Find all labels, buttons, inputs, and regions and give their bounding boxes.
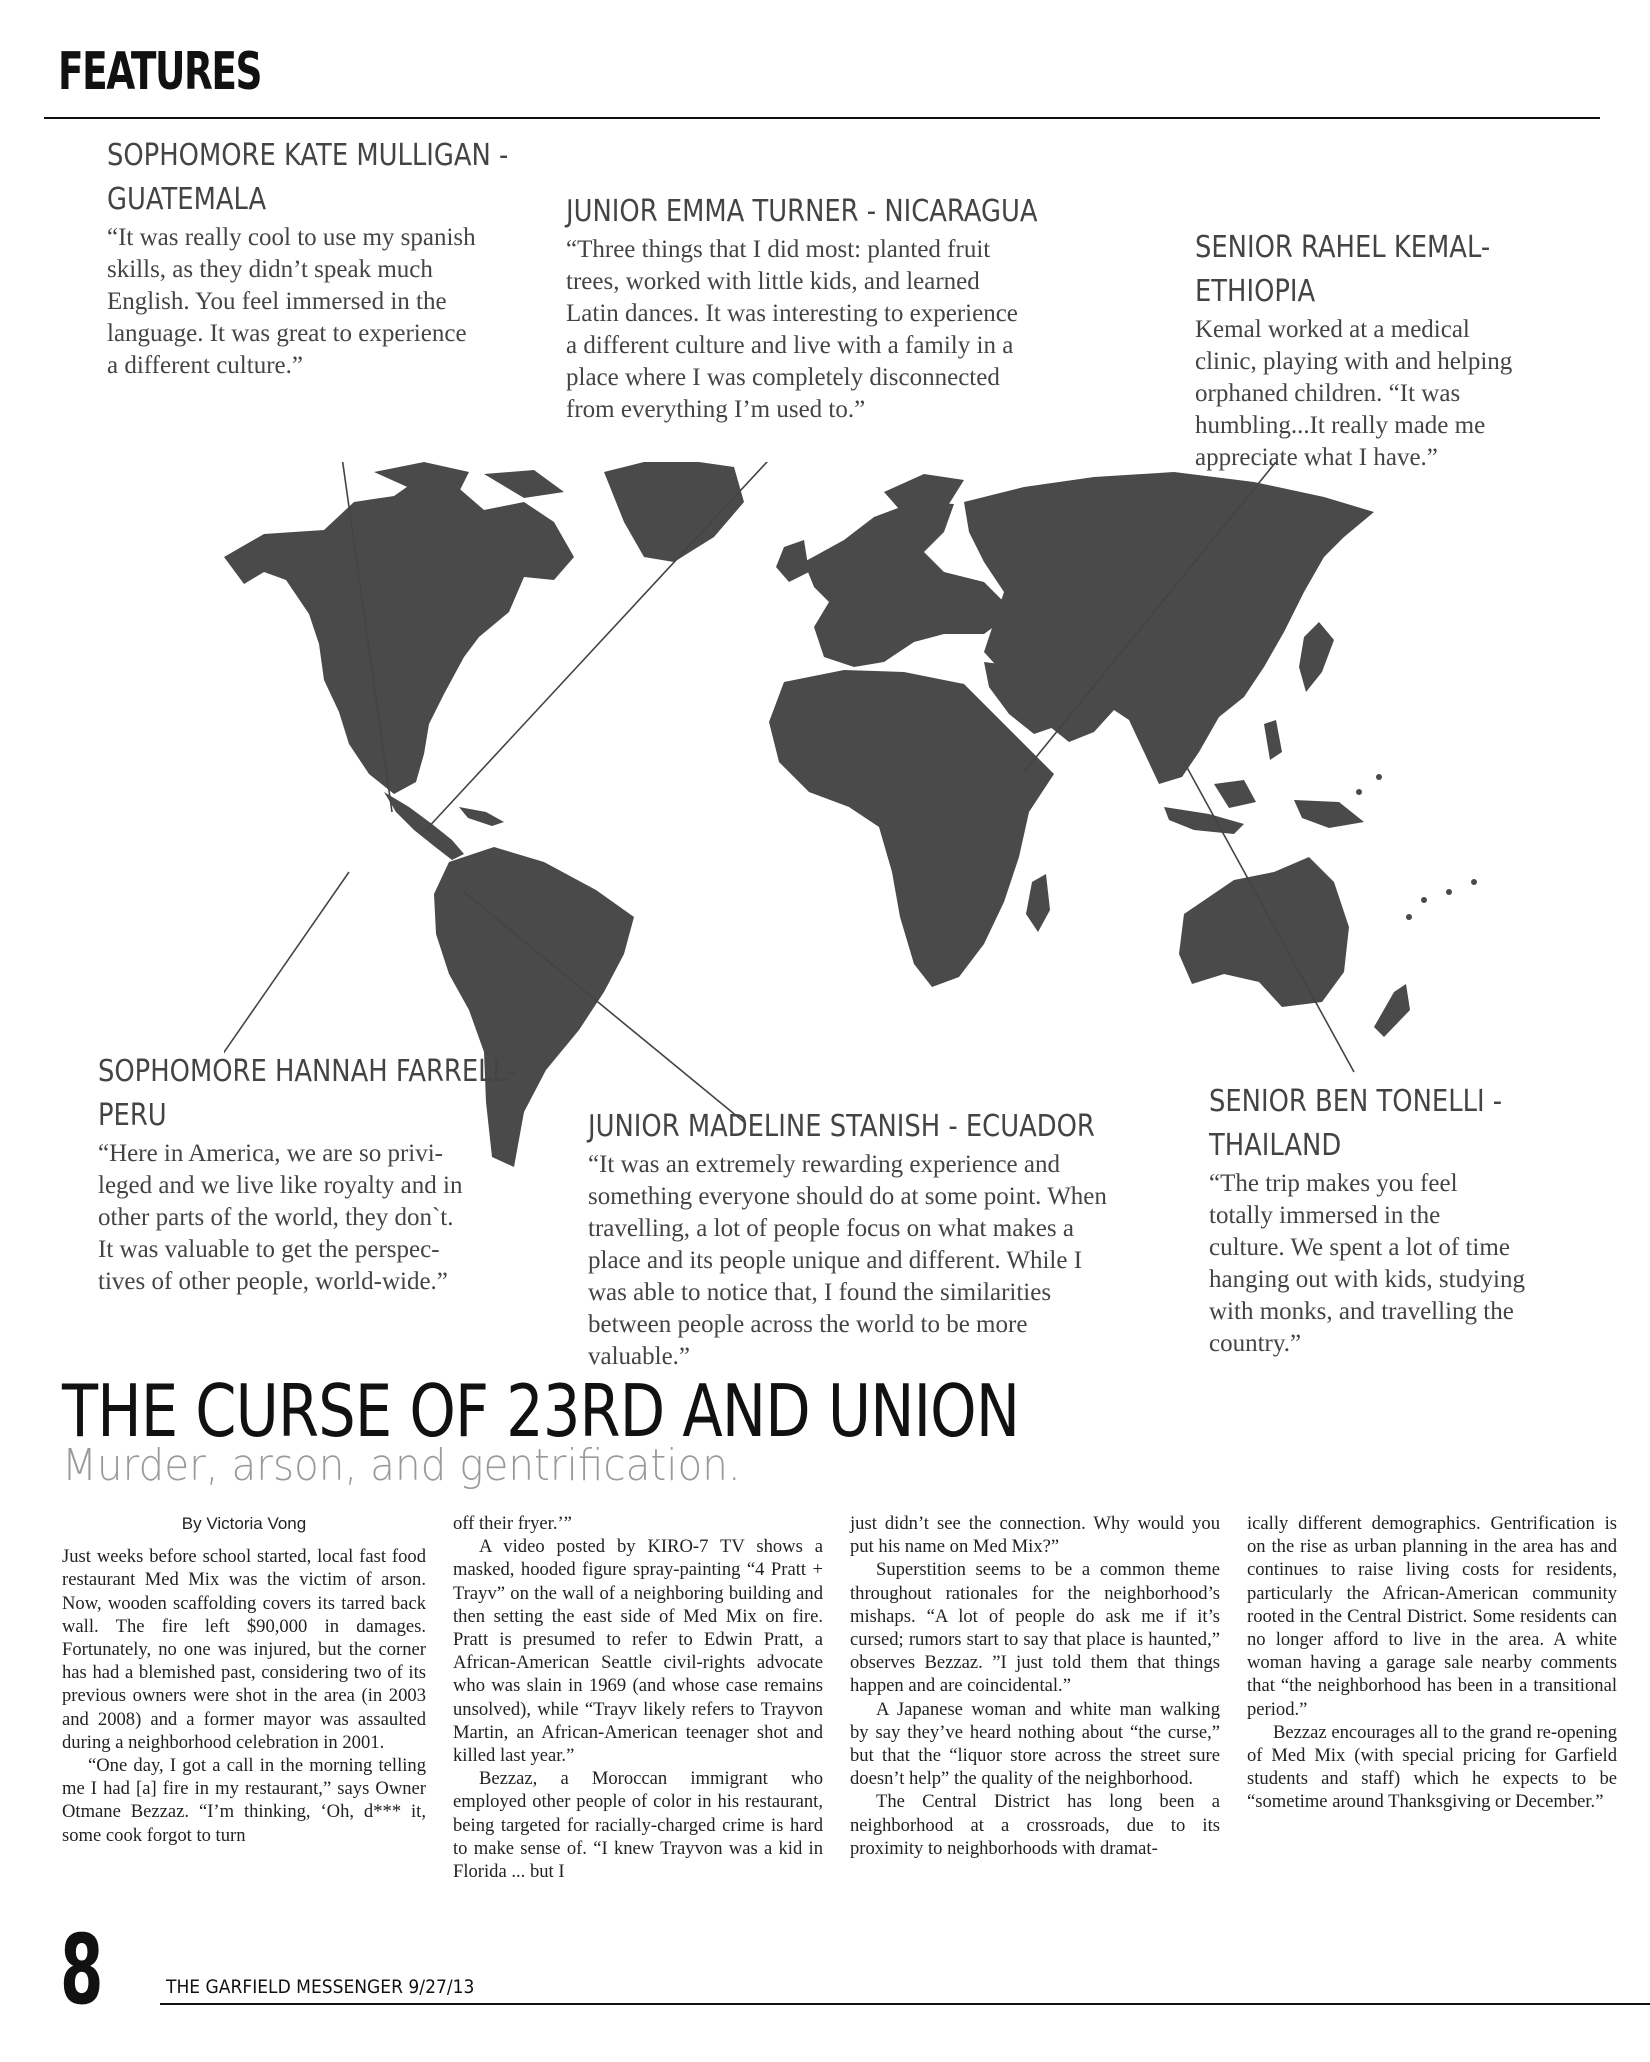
island-dot — [1421, 897, 1427, 903]
paragraph: Bezzaz, a Moroccan immigrant who employed other people of color in his restaurant, being targeted for racially-charged crime is hard to make sense of. “I knew Trayvon was a kid in Florida ... but I — [453, 1768, 823, 1883]
article-title: THE CURSE OF 23RD AND UNION — [62, 1369, 1020, 1453]
canada-islands-shape — [484, 470, 564, 498]
article-column-2 — [453, 1512, 823, 1883]
island-dot — [1446, 889, 1452, 895]
profile-quote: “It was an extremely rewarding experience and something everyone should do at some point. When travelling, a lot of people focus on what makes a place and its people unique and different. While I was able to notice that, I found the similarities between people across the world to be more valuable.” — [588, 1151, 1107, 1370]
asia-shape — [964, 472, 1374, 784]
indonesia-shape — [1164, 807, 1244, 834]
profile-name: SOPHOMORE KATE MULLIGAN - GUATEMALA — [107, 138, 509, 217]
greenland-shape — [604, 462, 744, 562]
profile-peru — [98, 1050, 538, 1298]
new-guinea-shape — [1294, 800, 1364, 828]
philippines-shape — [1264, 720, 1282, 760]
profile-name: SENIOR RAHEL KEMAL- ETHIOPIA — [1195, 230, 1491, 309]
madagascar-shape — [1026, 874, 1050, 932]
paragraph: just didn’t see the connection. Why would you put his name on Med Mix?” — [850, 1513, 1220, 1558]
profile-quote: “The trip makes you feel totally immersed in the culture. We spent a lot of time hanging out with kids, studying with monks, and travelling the country.” — [1209, 1170, 1525, 1357]
island-dot — [1406, 914, 1412, 920]
profile-name: JUNIOR EMMA TURNER - NICARAGUA — [566, 194, 1038, 229]
article-subtitle: Murder, arson, and gentrification. — [62, 1440, 741, 1491]
profile-quote: “It was really cool to use my spanish skills, as they didn’t speak much English. You feel immersed in the language. It was great to experience a different culture.” — [107, 224, 476, 379]
profile-nicaragua — [566, 190, 1106, 426]
profile-quote: “Three things that I did most: planted fruit trees, worked with little kids, and learned Latin dances. It was interesting to experience a different culture and live with a family in a place where I was completely disconnected from everything I’m used to.” — [566, 236, 1018, 423]
article-column-1 — [62, 1512, 426, 1847]
byline: By Victoria Vong — [181, 1514, 307, 1533]
north-america-shape — [224, 482, 574, 794]
section-label: FEATURES — [58, 42, 262, 102]
japan-shape — [1299, 622, 1334, 692]
island-dot — [1376, 774, 1382, 780]
leader-line-peru — [224, 872, 349, 1058]
australia-shape — [1179, 857, 1349, 1007]
caribbean-shape — [459, 807, 504, 826]
indonesia-shape — [1214, 780, 1256, 808]
paragraph: A Japanese woman and white man walking by say they’ve heard nothing about “the curse,” but that the “liquor store across the street sure doesn’t help” the quality of the neighborhood. — [850, 1698, 1220, 1790]
paragraph: “One day, I got a call in the morning telling me I had [a] fire in my restaurant,” says Owner Otmane Bezzaz. “I’m thinking, ‘Oh, d*** it, some cook forgot to turn — [62, 1755, 426, 1846]
uk-shape — [776, 540, 809, 582]
island-dot — [1471, 879, 1477, 885]
profile-name: SENIOR BEN TONELLI - THAILAND — [1209, 1084, 1503, 1163]
africa-shape — [769, 670, 1054, 987]
profile-quote: “Here in America, we are so privi- leged and we live like royalty and in other parts of the world, they don`t. It was valuable to get the perspec- tives of other people, world-wide.” — [98, 1140, 463, 1295]
paragraph: A video posted by KIRO-7 TV shows a masked, hooded figure spray-painting “4 Pratt + Trayv” on the wall of a neighboring building and then setting the east side of Med Mix on fire. Pratt is presumed to refer to Edwin Pratt, a African-American Seattle civil-rights advocate who was slain in 1969 (and whose case remains unsolved), while “Trayv likely refers to Trayvon Martin, an African-American teenager shot and killed last year.” — [453, 1536, 823, 1767]
paragraph: The Central District has long been a neighborhood at a crossroads, due to its proximity to neighborhoods with dramat- — [850, 1791, 1220, 1859]
new-zealand-shape — [1374, 984, 1410, 1037]
canada-islands-shape — [374, 462, 469, 492]
profile-name: SOPHOMORE HANNAH FARRELL- PERU — [98, 1054, 516, 1133]
page-number: 8 — [60, 1914, 104, 2026]
profile-ethiopia — [1195, 226, 1595, 474]
top-rule — [44, 117, 1600, 119]
paragraph: Superstition seems to be a common theme throughout rationales for the neighborhood’s mishaps. “A lot of people do ask me if it’s cursed; rumors start to say that place is haunted,” observes Bezzaz. ”I just told them that things happen and are coincidental.” — [850, 1559, 1220, 1697]
publication-footer: THE GARFIELD MESSENGER 9/27/13 — [166, 1976, 475, 1998]
paragraph: Just weeks before school started, local fast food restaurant Med Mix was the victim of arson. Now, wooden scaffolding covers its tarred back wall. The fire left $90,000 in damages. Fortunately, no one was injured, but the corner has had a blemished past, considering two of its previous owners were shot in the area (in 2003 and 2008) and a former mayor was assaulted during a neighborhood celebration in 2001. — [62, 1546, 426, 1753]
bottom-rule — [160, 2003, 1650, 2005]
profile-guatemala — [107, 134, 547, 382]
profile-thailand — [1209, 1080, 1609, 1360]
article-column-3 — [850, 1512, 1220, 1860]
paragraph: ically different demographics. Gentrification is on the rise as urban planning in the area has and continues to raise living costs for residents, particularly the African-American community rooted in the Central District. Some residents can no longer afford to live in the area. A white woman having a garage sale nearby comments that “the neighborhood has been in a transitional period.” — [1247, 1513, 1617, 1720]
paragraph: Bezzaz encourages all to the grand re-opening of Med Mix (with special pricing for Garfield students and staff) which he expects to be “sometime around Thanksgiving or December.” — [1247, 1721, 1617, 1813]
profile-ecuador — [588, 1105, 1188, 1373]
profile-quote: Kemal worked at a medical clinic, playing with and helping orphaned children. “It was humbling...It really made me appreciate what I have.” — [1195, 316, 1513, 471]
article-column-4 — [1247, 1512, 1617, 1814]
profile-name: JUNIOR MADELINE STANISH - ECUADOR — [588, 1109, 1095, 1144]
island-dot — [1356, 789, 1362, 795]
paragraph: off their fryer.’” — [453, 1513, 572, 1534]
